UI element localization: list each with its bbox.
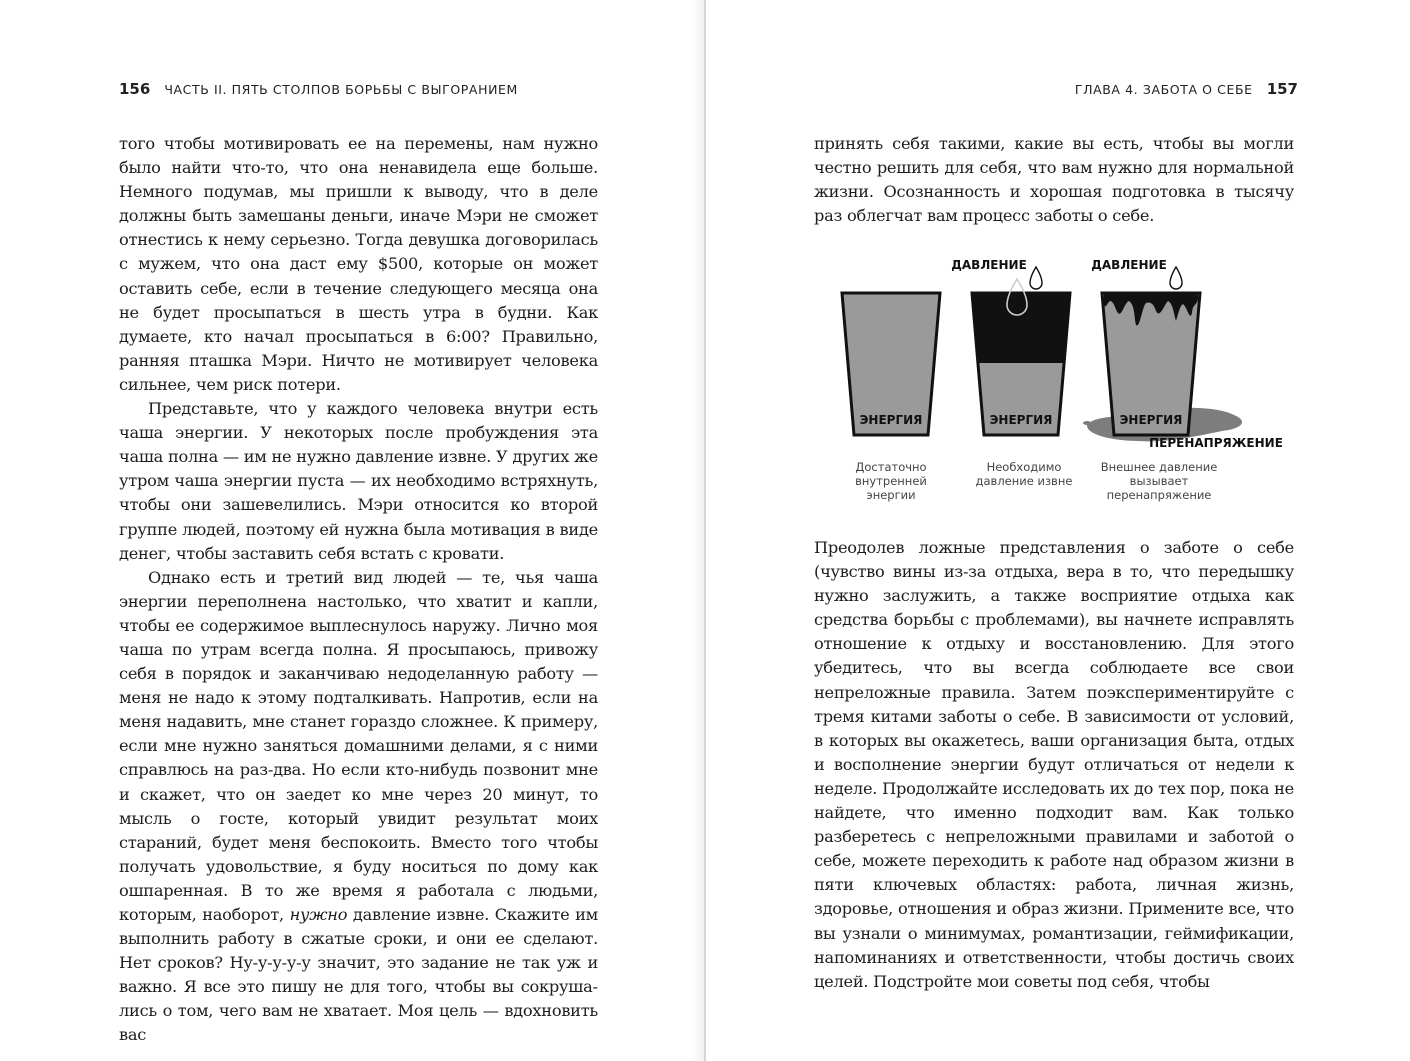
italic-emphasis: нужно [289,905,348,924]
cup-caption-line: давление извне [975,474,1073,488]
paragraph: Представьте, что у каждого человека внутри есть чаша энергии. У некоторых после пробуждения эта чаша полна — им не нужно давление извне. У других же утром чаша энергии пуста — их необходимо встряхнуть, чтобы они зашевелились. Мэри относится ко второй группе людей, поэтому ей нужна была мотивация в виде денег, чтобы заставить себя встать с кровати. [119,399,598,563]
left-body-text [119,132,598,1048]
paragraph: принять себя такими, какие вы есть, чтобы вы могли честно решить для себя, что вам нужно для нормальной жизни. Осознанность и хорошая подготовка в тысячу раз облегчат вам процесс заботы о себе. [814,134,1294,226]
energy-label: ЭНЕРГИЯ [989,413,1053,427]
cup-caption-line: вызывает [1129,474,1189,488]
paragraph [119,566,598,1048]
page-number-left: 156 [119,80,151,98]
cup-needs-pressure [951,258,1072,488]
paragraph-text: давление извне. Скажите им выполнить работу в сжатые сроки, и они ее сделают. Нет сроков? Ну-у-у-у-у значит, это задание не так уж и важно. Я все это пишу не для того, чтобы вы сокрушались о том, чего вам не хватает. Моя цель — вдохновить вас [119,905,598,1045]
paragraph: того чтобы мотивировать ее на перемены, нам нужно было найти что-то, что она ненавидела еще больше. Немного подумав, мы пришли к выводу, что в деле должны быть замешаны деньги, иначе Мэри не сможет отнестись к нему серьезно. Тогда девушка договорилась с мужем, что она даст ему $500, которые он может оставить себе, если в течение следующего месяца она не будет просыпаться в шесть утра в будни. Как думаете, кто начал просыпаться в 6:00? Правильно, ранняя пташка Мэри. Ничто не мотивирует человека сильнее, чем риск потери. [119,134,598,394]
paragraph: Преодолев ложные представления о заботе о себе (чувство вины из-за отдыха, вера в то, что передышку нужно заслужить, а также восприятие отдыха как средства борьбы с проблемами), вы начнете исправлять отношение к отдыху и восстановлению. Для этого убедитесь, что вы всегда соблюдаете все свои непреложные правила. Затем поэкспериментируйте с тремя китами заботы о себе. В зависимости от условий, в которых вы окажетесь, ваши организация быта, отдых и восполнение энергии будут отличаться от недели к неделе. Продолжайте исследовать их до тех пор, пока не найдете, что именно подходит вам. Как только разберетесь с непреложными правилами и заботой о себе, можете переходить к работе над образом жизни в пяти ключевых областях: работа, личная жизнь, здоровье, отношения и образ жизни. Примените все, что вы узнали о минимумах, романтизации, геймификации, напоминаниях и ответственности, чтобы достичь своих целей. Подстройте мои советы под себя, чтобы [814,538,1294,991]
water-drop-icon [1170,267,1182,289]
cup-caption-line: Необходимо [986,460,1062,474]
pressure-fill [972,293,1070,363]
running-header-left [119,80,518,98]
cup-overload [1083,258,1283,502]
cup-caption-line: перенапряжение [1106,488,1212,502]
energy-label: ЭНЕРГИЯ [1119,413,1183,427]
running-head-left: ЧАСТЬ II. ПЯТЬ СТОЛПОВ БОРЬБЫ С ВЫГОРАНИЕМ [164,82,518,97]
cup-caption-line: энергии [866,488,916,502]
running-header-right [1075,80,1298,98]
cup-caption-line: Достаточно [855,460,927,474]
cup-caption-line: внутренней [855,474,927,488]
energy-cups-illustration [824,255,1294,515]
spill-drop [1083,421,1091,425]
cup-caption-line: Внешнее давление [1100,460,1218,474]
energy-label: ЭНЕРГИЯ [859,413,923,427]
right-body-text-top [814,132,1294,228]
pressure-label: ДАВЛЕНИЕ [1091,258,1167,272]
right-body-text-bottom [814,536,1294,994]
water-drop-icon [1030,267,1042,289]
overload-label: ПЕРЕНАПРЯЖЕНИЕ [1149,436,1283,450]
pressure-label: ДАВЛЕНИЕ [951,258,1027,272]
page-number-right: 157 [1266,80,1298,98]
right-page [706,0,1410,1061]
paragraph-text: Однако есть и третий вид людей — те, чья чаша энергии переполнена настолько, что хватит и капли, чтобы ее содержимое выплеснулось наружу. Лично моя чаша по утрам всегда полна. Я просыпаюсь, привожу себя в порядок и заканчиваю недоделанную работу — меня не надо к этому подталкивать. Напротив, если на меня надавить, мне станет гораздо сложнее. К примеру, если мне нужно заняться домашними делами, я с ними справлюсь на раз-два. Но если кто-нибудь позвонит мне и скажет, что он заедет ко мне через 20 минут, то мысль о госте, который увидит результат моих стараний, будет меня беспокоить. Вместо того чтобы получать удовольствие, я буду носиться по дому как ошпаренная. В то же время я работала с людьми, которым, наоборот, [119,567,598,924]
running-head-right: ГЛАВА 4. ЗАБОТА О СЕБЕ [1074,82,1253,97]
cup-full-energy [842,293,940,502]
